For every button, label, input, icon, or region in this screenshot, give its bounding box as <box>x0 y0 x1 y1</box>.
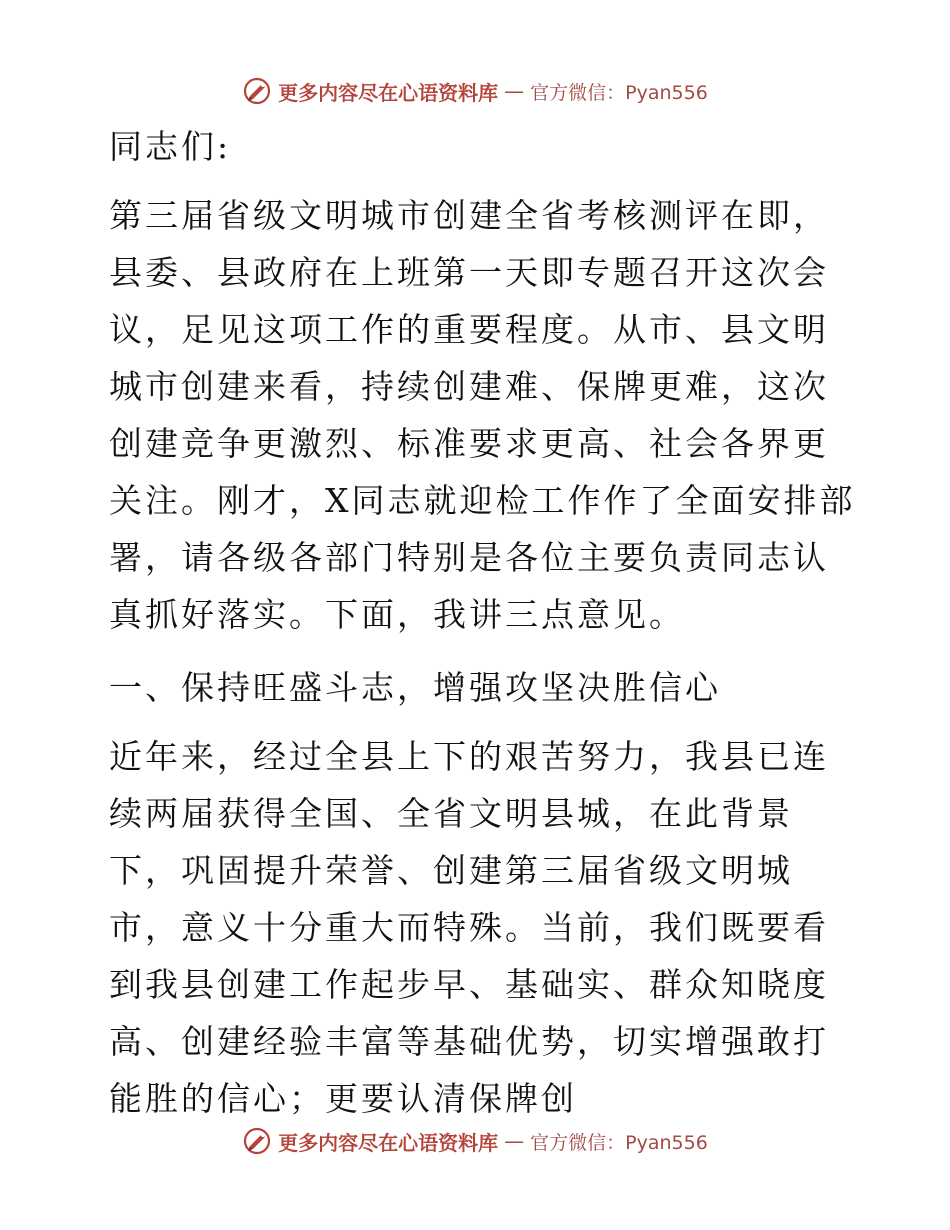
watermark-contact: 官方微信：Pyan556 <box>530 81 708 104</box>
pen-circle-logo-icon <box>242 1126 272 1156</box>
watermark-footer <box>0 1121 950 1161</box>
watermark-contact: 官方微信：Pyan556 <box>530 1131 708 1154</box>
watermark-main-text: 更多内容尽在心语资料库 <box>278 80 499 105</box>
intro-paragraph: 第三届省级文明城市创建全省考核测评在即，县委、县政府在上班第一天即专题召开这次会议，足见这项工作的重要程度。从市、县文明城市创建来看，持续创建难、保牌更难，这次创建竞争更激烈、标准要求更高、社会各界更关注。刚才，X同志就迎检工作作了全面安排部署，请各级各部门特别是各位主要负责同志认真抓好落实。下面，我讲三点意见。 <box>109 196 856 634</box>
pen-circle-logo-icon <box>242 76 272 106</box>
watermark-separator: — <box>504 1129 525 1153</box>
section-heading: 一、保持旺盛斗志，增强攻坚决胜信心 <box>109 668 721 707</box>
watermark-separator: — <box>504 79 525 103</box>
section-body-paragraph: 近年来，经过全县上下的艰苦努力，我县已连续两届获得全国、全省文明县城，在此背景下，巩固提升荣誉、创建第三届省级文明城市，意义十分重大而特殊。当前，我们既要看到我县创建工作起步早、基础实、群众知晓度高、创建经验丰富等基础优势，切实增强敢打能胜的信心；更要认清保牌创 <box>109 737 829 1118</box>
watermark-header <box>0 71 950 111</box>
document-body <box>97 118 857 1143</box>
watermark-main-text: 更多内容尽在心语资料库 <box>278 1130 499 1155</box>
greeting: 同志们: <box>109 127 232 166</box>
